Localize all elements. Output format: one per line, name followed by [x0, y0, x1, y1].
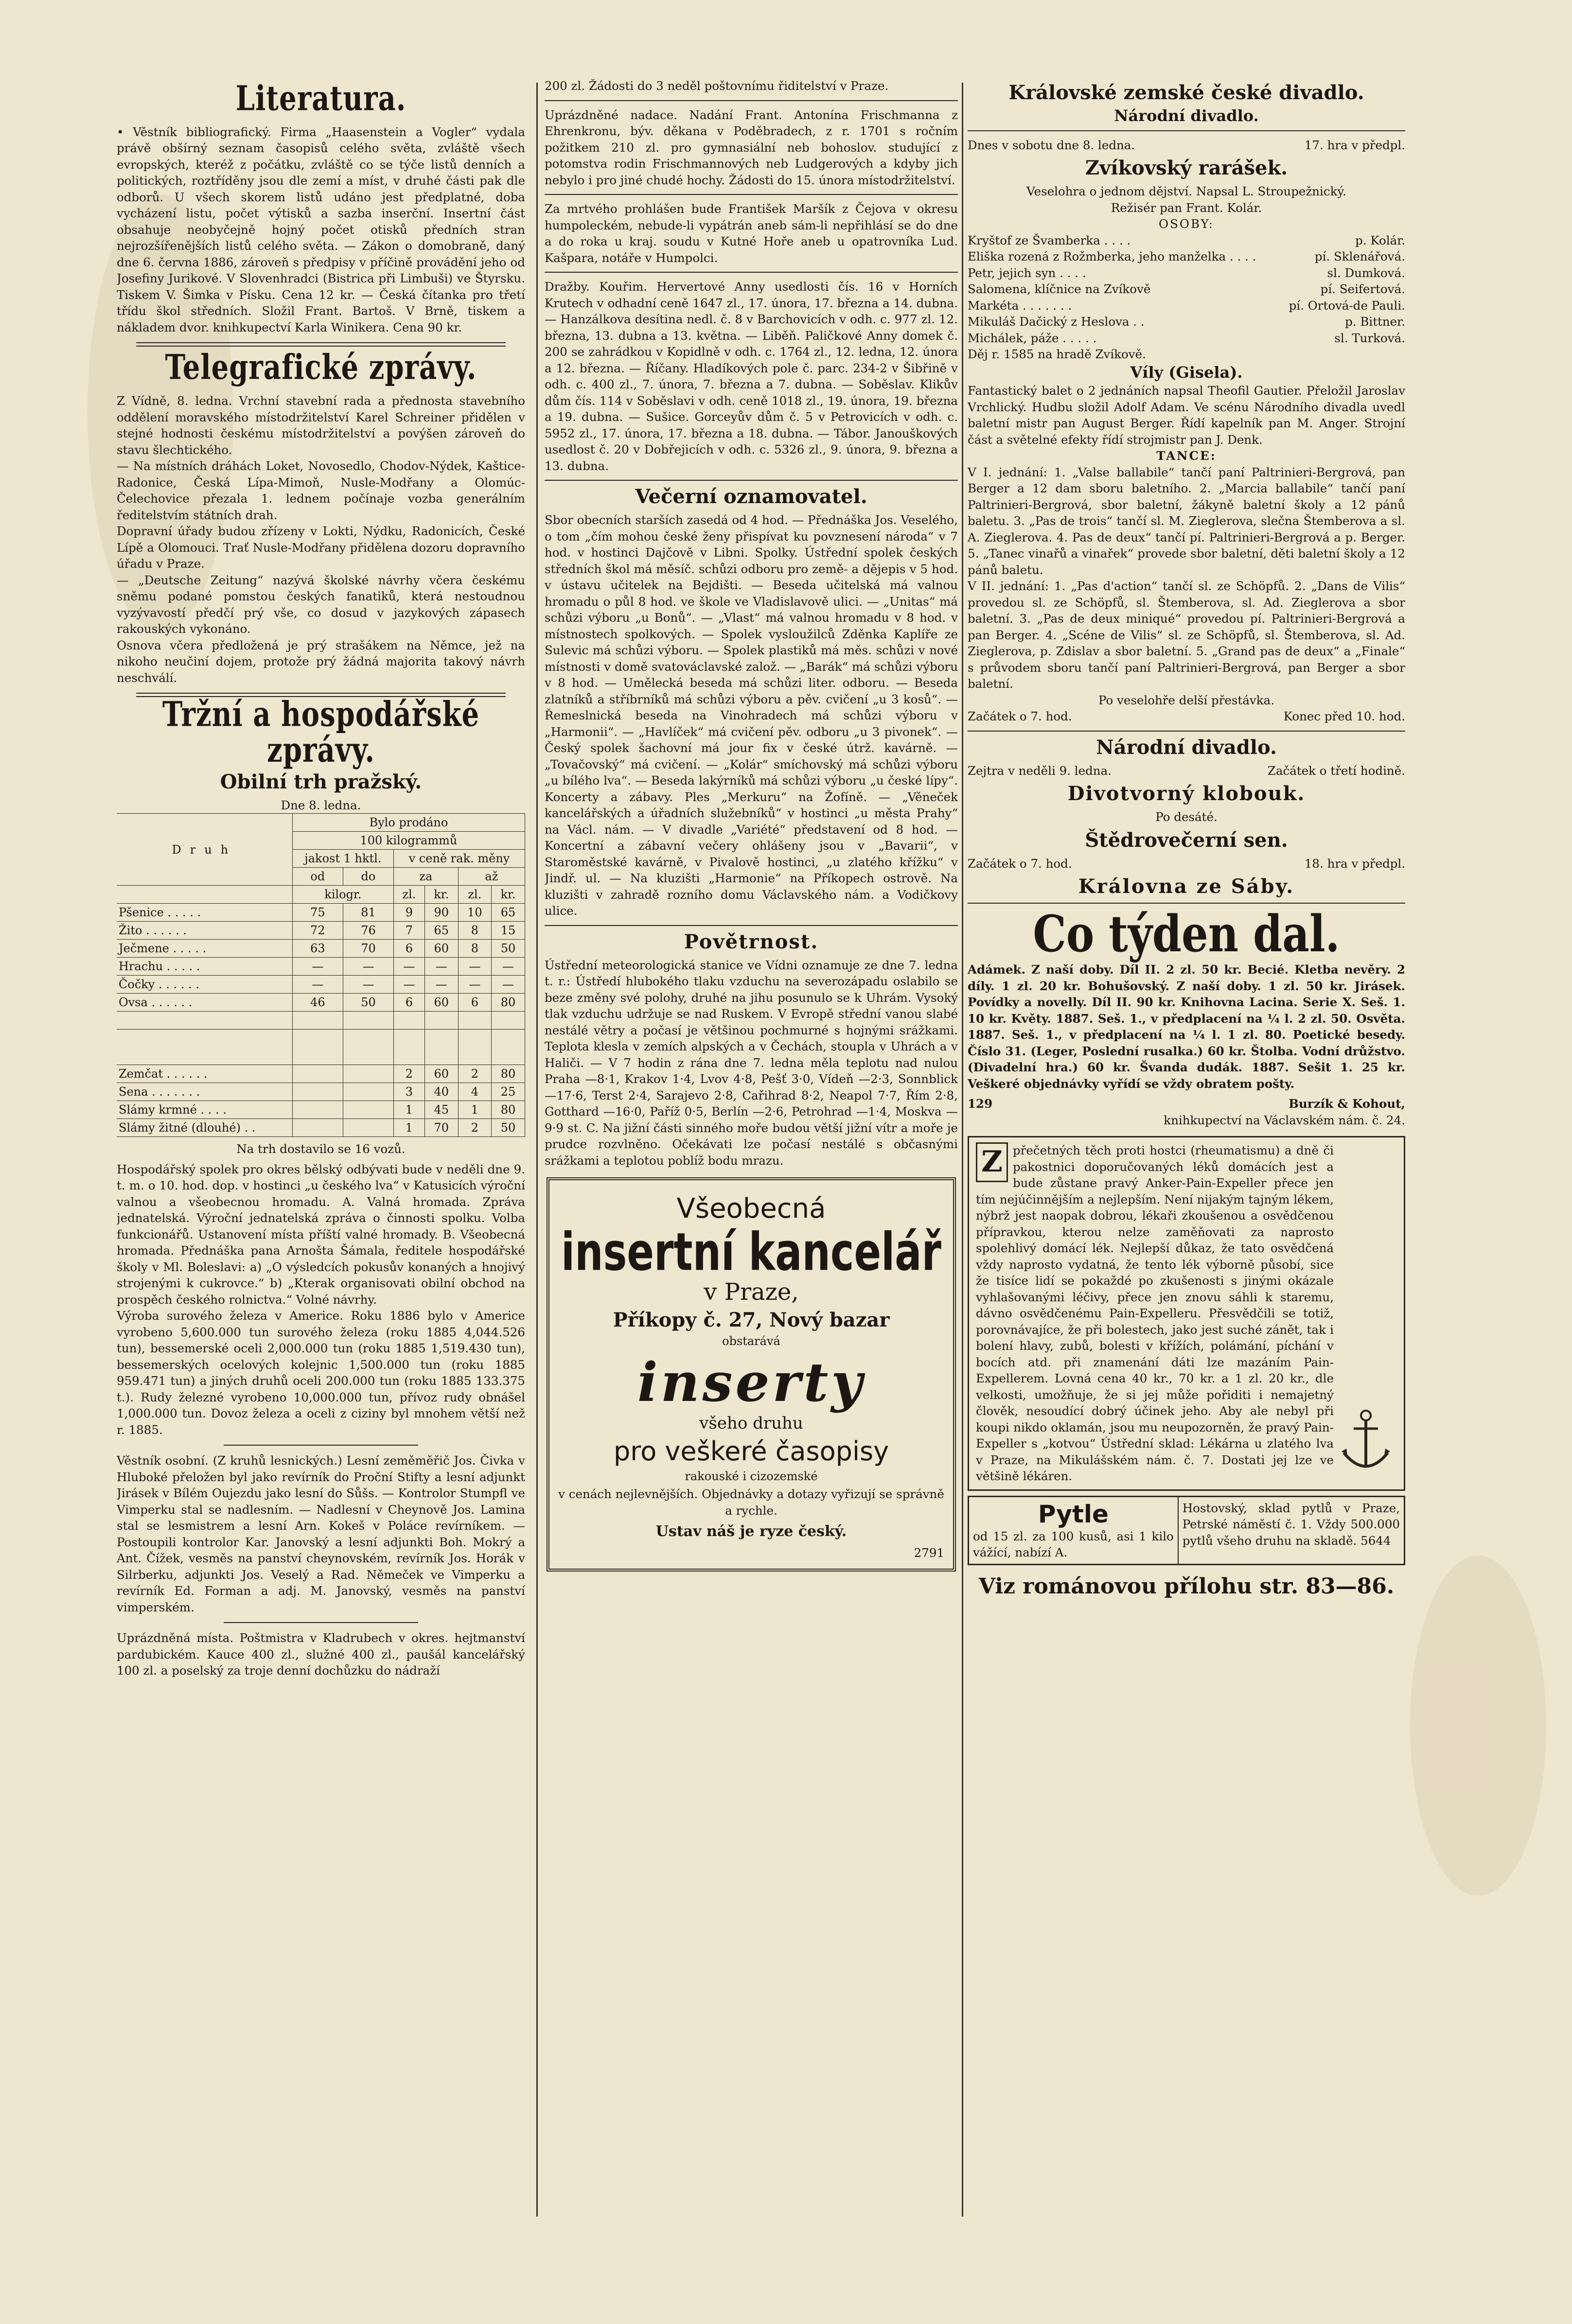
publisher-line: 129 Burzík & Kohout,: [968, 1097, 1405, 1111]
section-heading: Královské zemské české divadlo.: [1008, 81, 1364, 104]
table-header: kr.: [491, 886, 525, 904]
market-table: [117, 813, 525, 1137]
advertisement-box: [968, 1136, 1405, 1491]
table-row: Sena . . . . . . . 3 40 4 25: [117, 1083, 525, 1101]
table-row: Žito . . . . . . 72 76 7 65 8 15: [117, 922, 525, 940]
column-2: [545, 78, 958, 1580]
play-info: Po desáté.: [1155, 810, 1218, 824]
play-title: Divotvorný klobouk.: [1067, 782, 1306, 805]
column-rule: [536, 83, 538, 2217]
cast-heading: OSOBY:: [1159, 217, 1214, 231]
column-3: [968, 78, 1405, 1599]
cast-list: [968, 232, 1405, 347]
article-text: • Věstník bibliografický. Firma „Haasenstein a Vogler“ vydala právě obšírný seznam časopisů celého světa, zvláště všech evropských, kteréž z počátku, zvláště co se týče listů denních a politických, roztříděny jsou dle zemí a míst, v druhé části pak dle odborů. U všech skorem listů udáno jest předplatné, doba vycházení listu, počet výtisků a sazba inserční. Insertní část obsahuje neobyčejně hojný počet otisků předních stran nejrozšířenějších listů celého světa. — Zákon o domobraně, daný dne 6. června 1886, zároveň s předpisy v příčině provádění jeho od Josefiny Jurikové. V Slovenhradci (Bistrica při Limbuši) ve Štyrsku. Tiskem V. Šimka v Písku. Cena 12 kr. — Česká čítanka pro třetí třídu škol středních. Složil Frant. Bartoš. V Brně, tiskem a nákladem dvor. knihkupectví Karla Winikera. Cena 90 kr.: [117, 124, 525, 334]
table-row: Ječmene . . . . . 63 70 6 60 8 50: [117, 940, 525, 958]
sub-heading: Národní divadlo.: [1114, 106, 1259, 125]
article-text: — Na místních dráhách Loket, Novosedlo, Chodov-Nýdek, Kaštice-Radonice, Česká Lípa-Mimoň, Nusle-Modřany a Olomúc-Čelechovice přezala 1. lednem počínaje vozba generálním ředitelstvím státních drah.: [117, 459, 525, 522]
table-row: Ovsa . . . . . . 46 50 6 60 6 80: [117, 994, 525, 1012]
play-info: Veselohra o jednom dějství. Napsal L. Stroupežnický.: [1026, 184, 1346, 199]
divider: [224, 1622, 418, 1623]
ad-text: rakouské i cizozemské: [685, 1469, 818, 1483]
article-text: Za mrtvého prohlášen bude František Maršík z Čejova v okresu humpoleckém, nebude-li vypátrán aneb sám-li nepřihlásí se do dne a do roka u kraj. soudu v Kutné Hoře aneb u opatrovníka Lud. Kašpara, notáře v Humpolci.: [545, 202, 958, 265]
section-heading: Národní divadlo.: [1096, 735, 1277, 759]
ad-text: všeho druhu: [699, 1414, 803, 1433]
divider: [545, 100, 958, 101]
schedule-line: Začátek o 7. hod. 18. hra v předpl.: [968, 856, 1405, 871]
table-row: Čočky . . . . . . — — — — — —: [117, 976, 525, 994]
ad-title: Pytle: [1038, 1500, 1109, 1528]
table-header: 100 kilogrammů: [292, 832, 525, 850]
article-text: Uprázdněná místa. Poštmistra v Kladrubech v okres. hejtmanství pardubickém. Kauce 400 zl., služné 400 zl., paušál kancelářský 100 zl. a poselský za troje denní dochůzku do nádraží: [117, 1631, 525, 1678]
table-header: kilogr.: [292, 886, 393, 904]
list-item: Markéta . . . . . . . pí. Ortová-de Pauli.: [968, 298, 1405, 313]
ad-text: v Praze,: [704, 1278, 799, 1306]
table-row: [117, 1012, 525, 1030]
divider: [545, 194, 958, 195]
article-text: Věstník osobní. (Z kruhů lesnických.) Lesní zeměměřič Jos. Čivka v Hluboké přeložen byl jako revírník do Proční Stifty a lesní adjunkt Jirásek v Bílém Oujezdu jako lesní do Sůšs. — Kontrolor Stumpfl ve Vimperku stal se nadlesním. — Nadlesní v Cheynově Jos. Lamina stal se lesmistrem a lesní Arn. Kokeš v Poláce revírníkem. — Postoupili kontrolor Kar. Janovský a lesní adjunkti Boh. Mokrý a Ant. Čížek, vesměs na panství cheynovském, revírník Jos. Horák v Silrberku, adjunkti Jos. Veselý a Rad. Němeček ve Vimperku a revírník Ed. Forman a adj. M. Janovský, vesměs na panství vimperském.: [117, 1453, 525, 1614]
list-item: Eliška rozená z Rožmberka, jeho manželka . . . . pí. Sklenářová.: [968, 249, 1405, 264]
ad-text: obstarává: [722, 1334, 780, 1348]
book-listing: Adámek. Z naší doby. Díl II. 2 zl. 50 kr. Becié. Kletba nevěry. 2 díly. 1 zl. 20 kr. Bohušovský. Z naší doby. 1 zl. 50 kr. Jirásek. Povídky a novelly. Díl II. 90 kr. Knihovna Lacina. Serie X. Seš. 1. 10 kr. Květy. 1887. Seš. 1., v předplacení na ¼ l. 2 zl. 50. Osvěta. 1887. Seš. 1., v předplacení na ¼ l. 1 zl. 80. Poetické besedy. Číslo 31. (Leger, Poslední rusalka.) 60 kr. Štolba. Vodní drůžstvo. (Divadelní hra.) 60 kr. Švanda dudák. 1887. Sešit 1. 25 kr. Veškeré objednávky vyřídí se vždy obratem pošty.: [968, 962, 1405, 1091]
divider: [968, 130, 1405, 131]
article-text: 200 zl. Žádosti do 3 neděl poštovnímu řiditelství v Praze.: [545, 79, 889, 93]
paper-stain: [1410, 1555, 1546, 1896]
play-title: Královna ze Sáby.: [1078, 875, 1295, 898]
divider: [545, 925, 958, 926]
article-text: Osnova včera předložená je prý strašákem na Němce, jež na nikoho neučiní dojem, protože prý žádná majorita takový návrh neschválí.: [117, 638, 525, 685]
article-text: — „Deutsche Zeitung“ nazývá školské návrhy včera českému sněmu podané pomstou českých fanatiků, která nestoudnou vyzývavostí předčí prý vše, co dosud v jazykových zápasech rakouských vykonáno.: [117, 573, 525, 636]
schedule-line: Zejtra v neděli 9. ledna. Začátek o třetí hodině.: [968, 763, 1405, 778]
list-item: Mikuláš Dačický z Heslova . . p. Bittner.: [968, 315, 1405, 329]
list-item: Michálek, páže . . . . . sl. Turková.: [968, 331, 1405, 345]
schedule-line: Začátek o 7. hod. Konec před 10. hod.: [968, 709, 1405, 724]
table-row: Pšenice . . . . . 75 81 9 90 10 65: [117, 904, 525, 922]
table-row: Slámy krmné . . . . 1 45 1 80: [117, 1101, 525, 1119]
article-text: Výroba surového železa v Americe. Roku 1886 bylo v Americe vyrobeno 5,600.000 tun surového železa (roku 1885 4,044.526 tun), bessemerské oceli 2,000.000 tun (roku 1885 1,519.430 tun), bessemerských ocelových kolejnic 1,500.000 tun (roku 1885 959.471 tun) a jiných druhů oceli 200.000 tun (roku 1885 133.375 t.). Rudy železné vyrobeno 10,000.000 tun, přívoz rudy obnášel 1,000.000 tun. Dovoz železa a oceli z ciziny byl mnohem větší než r. 1885.: [117, 1309, 525, 1437]
table-header: Druh: [117, 814, 292, 886]
advertisement-box: [547, 1177, 956, 1572]
play-title: Zvíkovský rarášek.: [1085, 157, 1288, 180]
table-header: zl.: [458, 886, 491, 904]
play-info: Fantastický balet o 2 jednáních napsal Theofil Gautier. Přeložil Jaroslav Vrchlický. Hudbu složil Adolf Adam. Ve scénu Národního divadla uvedl baletní mistr pan August Berger. Řídí kapelník pan M. Anger. Strojní část a světelné efekty řídí strojmistr pan J. Denk.: [968, 384, 1405, 447]
divider: [545, 272, 958, 273]
table-row: Zemčat . . . . . . 2 60 2 80: [117, 1065, 525, 1083]
play-title: Štědrovečerní sen.: [1085, 828, 1288, 852]
column-rule: [962, 83, 963, 2217]
article-text: Hospodářský spolek pro okres bělský odbývati bude v neděli dne 9. t. m. o 10. hod. dop. v hostinci „u českého lva“ v Katusicích výroční valnou a všeobecnou hromadu. A. Valná hromada. Zpráva jednatelská. Výroční jednatelská zpráva o činnosti spolku. Volba funkcionářů. Ustanovení místa příští valné hromady. B. Všeobecná hromada. Přednáška pana Arnošta Šámala, ředitele hospodářské školy v Ml. Boleslavi: a) „O výsledcích pokusův konaných a hnojivý strojenými k cukrovce.“ b) „Kterak organisovati obilní obchod na prospěch českého rolnictva.“ Volné návrhy.: [117, 1162, 525, 1307]
list-item: Kryštof ze Švamberka . . . . p. Kolár.: [968, 233, 1405, 247]
article-text: Sbor obecních starších zasedá od 4 hod. — Přednáška Jos. Veselého, o tom „čím mohou české ženy přispívat ku povznesení národa“ v 7 hod. v hostinci Dajčově v Libni. Spolky. Ústřední spolek českých středních škol má měsíč. schůzi odboru pro země- a dějepis v 5 hod. v ústavu učitelek na Bejdišti. — Beseda učitelská má valnou hromadu o půl 8 hod. ve škole ve Vladislavově ulici. — „Unitas“ má schůzi výboru „u Bonů“. — „Vlast“ má valnou hromadu v 8 hod. v místnostech spolkových. — Spolek vysloužilců Zděnka Kaplíře ze Sulevic má schůzi výboru. — Spolek plastiků má měs. schůzi v nové místnosti v domě svatováclavské založ. — „Barák“ má schůzi výboru v 8 hod. — Umělecká beseda má schůzi liter. odboru. — Beseda zlatníků a stříbrníků má schůzi výboru a pěv. cvičení „u 3 kosů“. — Řemeslnická beseda na Vinohradech má schůzi výboru v „Harmonii“. — „Havlíček“ má cvičení pěv. odboru „u 3 pivonek“. — Český spolek šachovní má jour fix v české útrž. kavárně. — „Tovačovský“ má cvičení. — „Kolár“ smíchovský má schůzi výboru „u bílého lva“. — Beseda lakýrníků má schůzi výboru „u české lípy“. Koncerty a zábavy. Ples „Merkuru“ na Žofíně. — „Věneček kancelářských a úřadních služebníků“ v hostinci „u města Prahy“ na Václ. nám. — V divadle „Variété“ představení od 8 hod. — Koncertní a zábavní večery ohlášeny jsou v „Bavarii“, v Staroměstské kavárně, v Pivalově hostinci, „u zlatého křížku“ v Jindř. ul. — Na kluzišti „Harmonie“ na Příkopech ostrově. Na kluzišti v zahradě rozního domu Václavského nám. a Vodičkovy ulice.: [545, 513, 958, 918]
table-note: Na trh dostavilo se 16 vozů.: [236, 1142, 406, 1156]
table-header: do: [343, 868, 393, 886]
section-heading: Povětrnost.: [684, 930, 819, 953]
ad-text: Hostovský, sklad pytlů v Praze, Petrské náměstí č. 1. Vždy 500.000 pytlů všeho druhu na skladě. 5644: [1182, 1501, 1400, 1548]
table-header: za: [394, 868, 459, 886]
section-heading: Večerní oznamovatel.: [635, 485, 867, 508]
divider: [968, 903, 1405, 904]
sub-heading: Obilní trh pražský.: [220, 770, 422, 793]
initial-letter: Z: [976, 1142, 1008, 1182]
sub-heading: TANCE:: [1156, 449, 1217, 463]
supplement-notice: Viz románovou přílohu str. 83—86.: [978, 1573, 1395, 1599]
ad-text: přečetných těch proti hostci (rheumatismu) a dně či pakostnici doporučovaných léků domácích jest a bude zůstane pravý Anker-Pain-Expeller přece jen tím nejúčinnějším a nejlepším. Není nijakým tajným lékem, nýbrž jest naopak dobrou, lékaři zkoušenou a osvědčenou přípravkou, kterou nelze zaměňovati za naprosto spolehlivý domácí lék. Nejlepší důkaz, že tato osvědčená vždy naprosto vydatná, že tento lék výborně působí, sice že tisíce lidí se pokaždé po zkušenosti s jinými okázale vyhlašovanými léčivy, přece jen znovu sáhli k staremu, dávno osvědčenému Pain-Expelleru. Přesvědčili se totiž, porovnávajíce, že při bolestech, jako jest suché zánět, tak i bolení hlavy, zubů, bolesti v křížích, polámání, píchání v bocích atd. při znamenání dáti lze mazáním Pain-Expellerem. Lovná cena 40 kr., 70 kr. a 1 zl. 20 kr., dle velkosti, umožňuje, že si jej může pořiditi i nemajetný člověk, nesoudící dobrý účinek jeho. Aby ale nebyl při koupi nikdo oklamán, jsou mu neupozorněn, že pravý Pain-Expeller s „kotvou“ Ústřední sklad: Lékárna u zlatého lva v Praze, na Mikulášském nám. č. 7. Dostati jej lze ve většině lékáren.: [976, 1143, 1334, 1484]
play-info: Režisér pan Frant. Kolár.: [1111, 200, 1262, 215]
section-heading: Tržní a hospodářské zprávy.: [162, 694, 480, 770]
divider: [545, 480, 958, 481]
article-text: V II. jednání: 1. „Pas d'action“ tančí sl. ze Schöpfů. 2. „Dans de Vilis“ provedou sl. ze Schöpfů, sl. Štemberova, sl. Ad. Zieglerova a sbor baletní. 3. „Pas de deux miniqué“ provedou pí. Paltrinieri-Bergrová a pan Berger. 4. „Scéne de Vilis“ sl. ze Schöpfů, sl. Štemberova, sl. Ad. Zieglerova, p. Zdislav a sbor baletní. 5. „Grand pas de deux“ a „Finale“ s průvodem sboru tančí paní Paltrinieri-Bergrová, pan Berger a sbor baletní.: [968, 579, 1405, 691]
article-text: Z Vídně, 8. ledna. Vrchní stavební rada a přednosta stavebního oddělení moravského místodržitelství Karel Schreiner přidělen v stejné hodnosti českému místodržitelství a povýšen zároveň do stavu šlechtického.: [117, 394, 525, 457]
list-item: Petr, jejich syn . . . . sl. Dumková.: [968, 265, 1405, 280]
play-info: Po veselohře delší přestávka.: [1098, 693, 1275, 707]
divider: [968, 731, 1405, 732]
play-title: Víly (Gisela).: [1130, 363, 1243, 382]
section-heading: Literatura.: [235, 78, 406, 119]
ad-text: od 15 zl. za 100 kusů, asi 1 kilo vážící, nabízí A.: [973, 1529, 1174, 1560]
table-header: Bylo prodáno: [292, 814, 525, 832]
section-heading: Telegrafické zprávy.: [165, 347, 477, 388]
play-info: Děj r. 1585 na hradě Zvíkově.: [968, 347, 1146, 362]
ad-text: Ustav náš je ryze český.: [655, 1523, 847, 1540]
divider: [136, 342, 506, 347]
date-line: Dne 8. ledna.: [281, 798, 361, 812]
ad-text: v cenách nejlevnějších. Objednávky a dotazy vyřizují se správně a rychle.: [558, 1487, 944, 1518]
column-1: [117, 78, 525, 1679]
article-text: Dražby. Kouřim. Hervertové Anny usedlosti čís. 16 v Horních Krutech v odhadní ceně 1647 zl., 17. února, 17. března a 14. dubna. — Hanzálkova desítina nedl. č. 8 v Barchovicích v odh. c. 977 zl. 12. března, 13. dubna a 13. května. — Liběň. Paličkové Anny domek č. 200 se zahrádkou v Kopidlně v odh. c. 1764 zl., 12. ledna, 12. února a 12. března. — Říčany. Hladíkových pole č. parc. 234-2 v Šibřině v odh. c. 400 zl., 7. února, 7. března a 7. dubna. — Soběslav. Klikův dům čís. 114 v Soběslavi v odh. ceně 1018 zl., 19. února, 19. března a 19. dubna. — Sušice. Gorceyův dům č. 5 v Petrovicích v odh. c. 5952 zl., 17. února, 17. března a 18. dubna. — Tábor. Janouškových usedlost č. 20 v Dobřejicích v odh. c. 5326 zl., 9. února, 9. března a 13. dubna.: [545, 280, 958, 473]
anchor-icon: [1337, 1407, 1395, 1475]
table-header: v ceně rak. měny: [394, 850, 525, 868]
ad-number: 2791: [914, 1545, 944, 1560]
table-header: jakost 1 hktl.: [292, 850, 393, 868]
table-header: od: [292, 868, 343, 886]
ad-headline: inserty: [637, 1351, 865, 1414]
ad-text: pro veškeré časopisy: [613, 1436, 889, 1467]
table-row: Slámy žitné (dlouhé) . . 1 70 2 50: [117, 1119, 525, 1137]
section-heading: Co týden dal.: [1033, 905, 1340, 964]
article-text: Uprázdněné nadace. Nadání Frant. Antonína Frischmanna z Ehrenkronu, býv. děkana v Poděbradech, z r. 1701 s ročním požitkem 210 zl. pro gymnasiální neb bohoslov. studující z potomstva rodin Frischmannových neb Ludgerových a kdyby jich nebylo i pro jiné chudé hochy. Žádosti do 15. února místodržitelství.: [545, 107, 958, 187]
publisher-address: knihkupectví na Václavském nám. č. 24.: [1164, 1113, 1405, 1127]
advertisement-box: [968, 1496, 1405, 1565]
ad-title: Všeobecná: [676, 1193, 826, 1224]
table-header: až: [458, 868, 525, 886]
table-row: Hrachu . . . . . — — — — — —: [117, 958, 525, 976]
article-text: Dopravní úřady budou zřízeny v Lokti, Nýdku, Radonicích, České Lípě a Olomouci. Trať Nusle-Modřany přidělena dozoru dopravního úřadu v Praze.: [117, 524, 525, 571]
ad-text: Příkopy č. 27, Nový bazar: [613, 1309, 890, 1331]
table-header: zl.: [394, 886, 425, 904]
table-header: kr.: [424, 886, 458, 904]
article-text: Ústřední meteorologická stanice ve Vídni oznamuje ze dne 7. ledna t. r.: Ústředí hlubokého tlaku vzduchu na severozápadu oslabilo se beze změny své polohy, druhé na jihu posunulo se k Uhrám. Vysoký tlak vzduchu udržuje se nad Ruskem. V Evropě střední vanou slabé nestálé větry a počasí je většinou pochmurné s hojnými srážkami. Teplota klesla v zemích alpských a v Čechách, stoupla v Uhrách a v Haliči. — V 7 hodin z rána dne 7. ledna měla teplotu nad nulou Praha —8·1, Krakov 1·4, Lvov 4·8, Pešť 3·0, Vídeň —2·3, Sonnblick —17·6, Terst 2·4, Sarajevo 2·8, Cařihrad 8·2, Neapol 7·7, Řím 2·8, Gotthard —16·0, Paříž 0·5, Berlín —2·6, Petrohrad —1·4, Moskva —9·9 st. C. Na jižní části sinného moře budou větší jižní vítr a moře je prudce rozvlněno. Očekávati lze počasí nestálé s občasnými srážkami a teplotou poblíž bodu mrazu.: [545, 958, 958, 1168]
article-text: V I. jednání: 1. „Valse ballabile“ tančí paní Paltrinieri-Bergrová, pan Berger a 12 dam sboru baletního. 2. „Marcia ballabile“ tančí paní Paltrinieri-Bergrová, sbor baletní, žákyně baletní školy a 12 pánů baletu. 3. „Pas de trois“ tančí sl. M. Zieglerova, slečna Štemberova a sl. A. Zieglerova. 4. Pas de deux“ tančí pí. Paltrinieri-Bergrová a p. Berger. 5. „Tanec vinařů a vinařek“ provede sbor baletní, děti baletní školy a 12 pánů baletu.: [968, 465, 1405, 577]
list-item: Salomena, klíčnice na Zvíkově pí. Seifertová.: [968, 282, 1405, 297]
schedule-line: Dnes v sobotu dne 8. ledna. 17. hra v předpl.: [968, 138, 1405, 152]
divider: [224, 1445, 418, 1446]
ad-title: insertní kancelář: [561, 1222, 941, 1283]
